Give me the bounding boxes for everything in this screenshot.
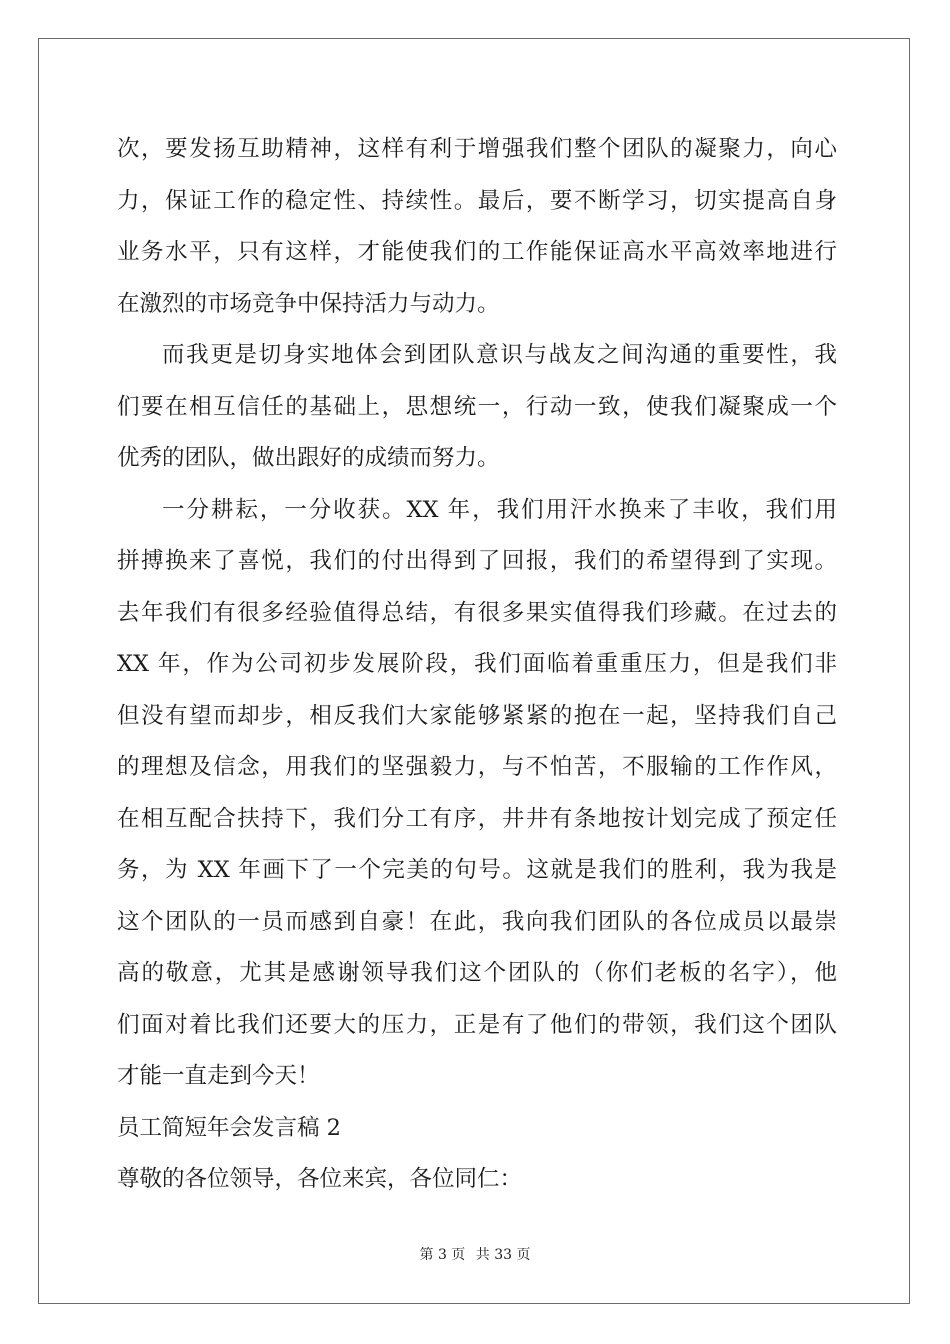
- text-line: 高的敬意，尤其是感谢领导我们这个团队的（你们老板的名字），他: [117, 960, 837, 986]
- text-line: 而我更是切身实地体会到团队意识与战友之间沟通的重要性，我: [162, 342, 837, 368]
- text-line: 优秀的团队，做出跟好的成绩而努力。: [117, 445, 500, 471]
- text-line: 在相互配合扶持下，我们分工有序，井井有条地按计划完成了预定任: [117, 805, 837, 832]
- text-line: 拼搏换来了喜悦，我们的付出得到了回报，我们的希望得到了实现。: [117, 548, 837, 574]
- text-line: XX 年，作为公司初步发展阶段，我们面临着重重压力，但是我们非: [117, 651, 837, 677]
- text-line: 们要在相互信任的基础上，思想统一，行动一致，使我们凝聚成一个: [117, 393, 837, 420]
- text-line: 力，保证工作的稳定性、持续性。最后，要不断学习，切实提高自身: [117, 187, 837, 214]
- page-footer: [0, 1244, 950, 1264]
- text-line: 才能一直走到今天！: [117, 1063, 320, 1089]
- page-number: 第 3 页: [419, 1247, 466, 1263]
- text-line: 们面对着比我们还要大的压力，正是有了他们的带领，我们这个团队: [117, 1011, 837, 1038]
- text-line: 但没有望而却步，相反我们大家能够紧紧的抱在一起，坚持我们自己: [117, 702, 837, 729]
- salutation: 尊敬的各位领导，各位来宾，各位同仁：: [117, 1166, 523, 1192]
- text-line: 的理想及信念，用我们的坚强毅力，与不怕苦，不服输的工作作风，: [117, 754, 837, 780]
- text-line: 务，为 XX 年画下了一个完美的句号。这就是我们的胜利，我为我是: [117, 857, 837, 883]
- text-line: 这个团队的一员而感到自豪！在此，我向我们团队的各位成员以最崇: [117, 908, 837, 935]
- text-line: 在激烈的市场竞争中保持活力与动力。: [117, 290, 500, 317]
- page-total: 共 33 页: [475, 1247, 531, 1263]
- text-line: 一分耕耘，一分收获。XX 年，我们用汗水换来了丰收，我们用: [162, 496, 837, 523]
- text-line: 去年我们有很多经验值得总结，有很多果实值得我们珍藏。在过去的: [117, 599, 837, 626]
- text-line: 次，要发扬互助精神，这样有利于增强我们整个团队的凝聚力，向心: [117, 136, 837, 162]
- text-line: 业务水平，只有这样，才能使我们的工作能保证高水平高效率地进行: [117, 239, 837, 265]
- document-body: [117, 124, 837, 1206]
- section-heading: 员工简短年会发言稿 2: [117, 1114, 341, 1141]
